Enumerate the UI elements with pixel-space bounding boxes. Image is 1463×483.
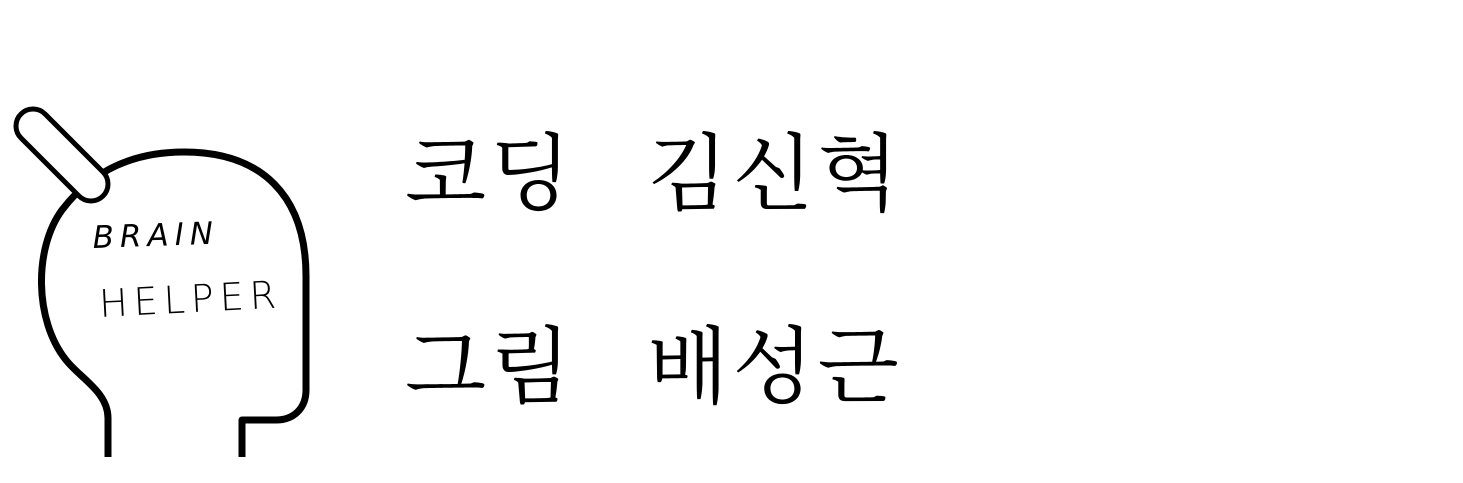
logo-text-brain: BRAIN bbox=[92, 215, 220, 256]
pill-capsule-icon bbox=[9, 102, 115, 208]
credit-role-coding: 코딩 bbox=[405, 125, 576, 223]
logo-text-helper: HELPER bbox=[98, 272, 284, 326]
credit-role-drawing: 그림 bbox=[405, 318, 576, 416]
credit-name-drawing: 배성근 bbox=[647, 318, 903, 416]
credit-drawing bbox=[405, 318, 903, 416]
brain-helper-logo bbox=[0, 0, 360, 479]
credit-coding bbox=[405, 125, 903, 223]
credit-name-coding: 김신혁 bbox=[647, 125, 903, 223]
